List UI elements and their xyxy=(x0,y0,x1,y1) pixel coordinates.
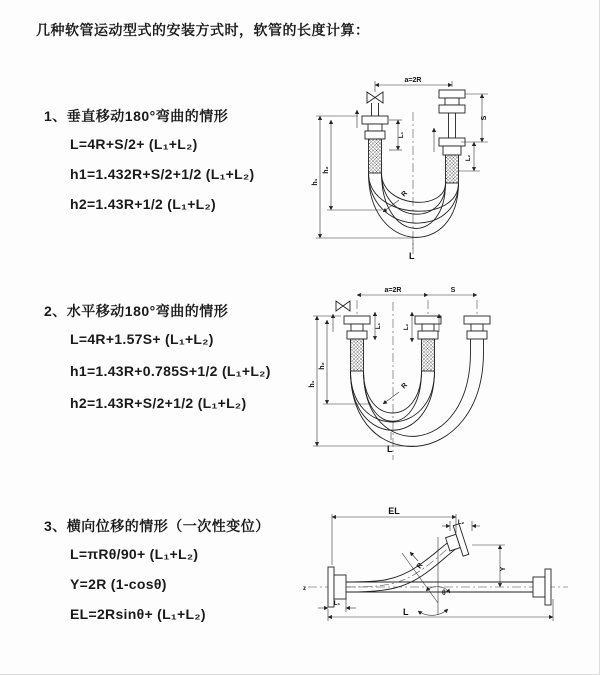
middle-flange-fitting xyxy=(415,316,441,339)
valve-icon xyxy=(336,301,350,311)
left-flange-fitting xyxy=(362,116,388,139)
hose-s-curve xyxy=(346,539,460,592)
hose-u-curves xyxy=(351,352,484,446)
left-flange-fitting xyxy=(344,316,370,339)
diagram-vertical-180-bend xyxy=(310,70,590,260)
radius-label: R xyxy=(415,561,425,571)
dim-label-l2: L₂ xyxy=(466,154,472,162)
section-2-formula-h2: h2=1.43R+S/2+1/2 (L₁+L₂) xyxy=(70,395,247,411)
section-3-formula-el: EL=2Rsinθ+ (L₁+L₂) xyxy=(70,606,206,622)
angle-label: θ xyxy=(442,590,446,597)
diagram-lateral-displacement xyxy=(300,505,600,650)
dim-label-a: a=2R xyxy=(384,287,402,294)
hose-u-curves xyxy=(369,173,459,237)
right-flange-upper xyxy=(439,90,465,113)
radius-label: R xyxy=(400,189,409,199)
right-flange-lower xyxy=(439,138,465,155)
dim-label-l1: L₁ xyxy=(399,131,405,139)
section-1-formula-l: L=4R+S/2+ (L₁+L₂) xyxy=(70,136,198,152)
section-1-formula-h2: h2=1.43R+1/2 (L₁+L₂) xyxy=(70,196,217,212)
dim-label-l2: L₂ xyxy=(404,323,410,331)
axis-break-mark: z xyxy=(303,586,306,592)
angle-construction xyxy=(402,537,450,615)
length-label: L xyxy=(409,251,415,261)
section-1-heading: 1、垂直移动180°弯曲的情形 xyxy=(44,108,229,124)
length-label: L xyxy=(387,444,393,454)
braided-hose-section-left xyxy=(351,339,364,371)
braided-hose-section-middle xyxy=(422,339,435,371)
right-flange xyxy=(533,569,551,605)
section-2-formula-l: L=4R+1.57S+ (L₁+L₂) xyxy=(70,331,214,347)
dim-label-l2: L₂ xyxy=(457,520,465,526)
dim-label-h1: h₁ xyxy=(312,178,319,186)
braided-hose-section-right xyxy=(446,155,459,183)
length-label: L xyxy=(403,607,409,617)
dim-label-s: S xyxy=(481,115,488,121)
dim-label-l1: L₁ xyxy=(376,322,382,330)
right-flange-fitting xyxy=(464,316,490,339)
braided-hose-section-left xyxy=(369,139,382,173)
radius-label: R xyxy=(400,381,409,391)
dim-label-y: Y xyxy=(500,566,507,572)
dim-label-a: a=2R xyxy=(404,77,422,84)
dim-label-el: EL xyxy=(388,506,400,516)
valve-icon xyxy=(367,92,383,103)
dim-label-s: S xyxy=(450,287,456,294)
section-2-formula-h1: h1=1.43R+0.785S+1/2 (L₁+L₂) xyxy=(70,363,271,379)
dim-label-h2: h₂ xyxy=(323,166,330,174)
dim-label-l1: L₁ xyxy=(333,601,341,607)
dim-label-h1: h₁ xyxy=(309,380,316,388)
section-2-heading: 2、水平移动180°弯曲的情形 xyxy=(44,303,229,319)
radius-leader xyxy=(410,552,418,561)
diagram-horizontal-180-bend xyxy=(305,282,597,467)
section-3-heading: 3、横向位移的情形（一次性变位） xyxy=(44,518,270,534)
section-3-formula-l: L=πRθ/90+ (L₁+L₂) xyxy=(70,546,199,562)
section-1-formula-h1: h1=1.432R+S/2+1/2 (L₁+L₂) xyxy=(70,166,255,182)
section-3-formula-y: Y=2R (1-cosθ) xyxy=(70,576,167,592)
radius-leader xyxy=(383,392,399,404)
dim-label-h2: h₂ xyxy=(319,362,326,370)
page-title: 几种软管运动型式的安装方式时，软管的长度计算： xyxy=(36,22,370,38)
